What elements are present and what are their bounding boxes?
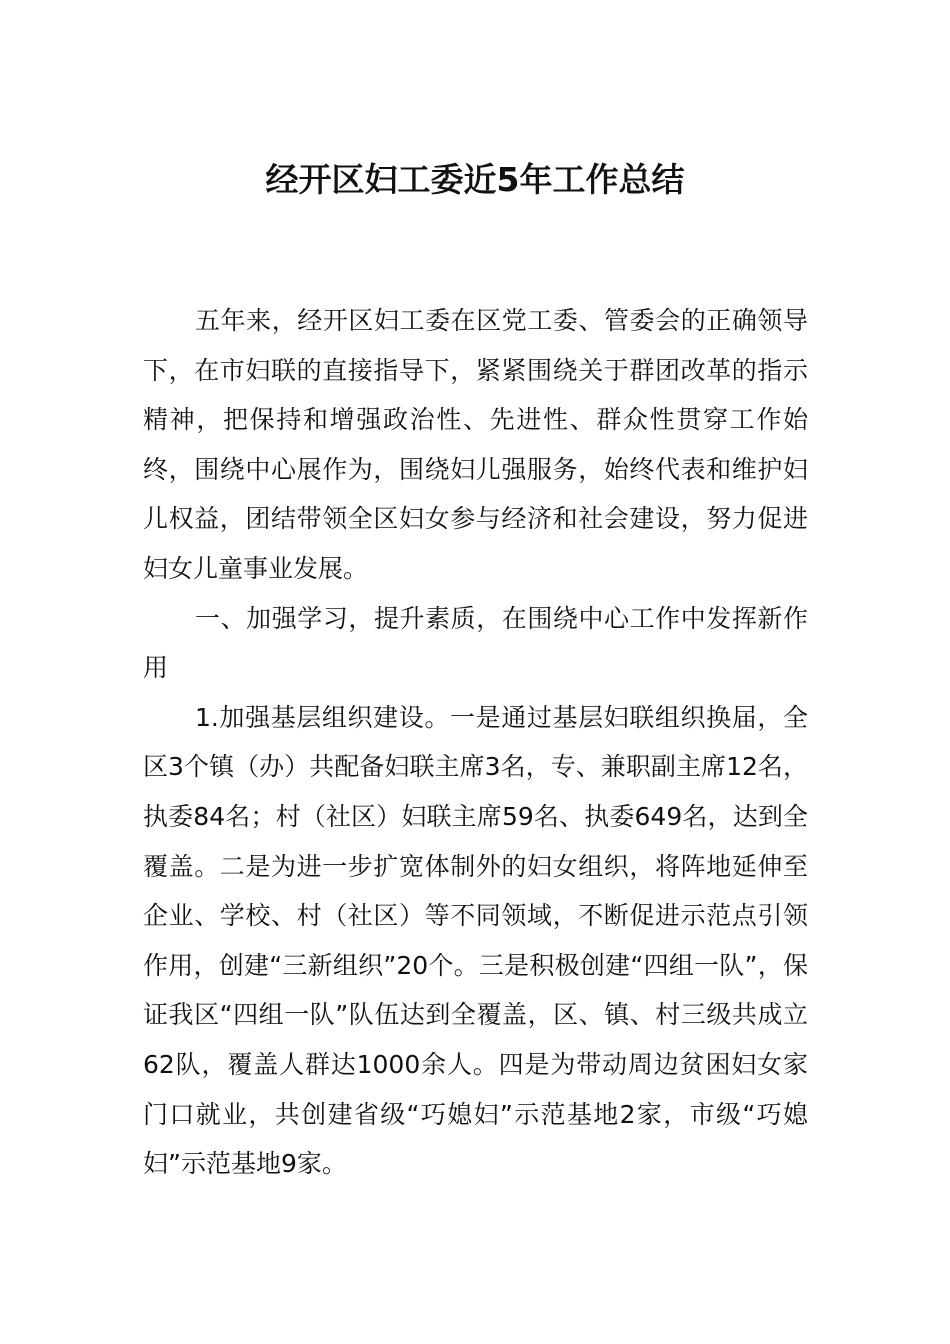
document-title: 经开区妇工委近5年工作总结: [265, 160, 685, 199]
section-heading-1: 一、加强学习，提升素质，在围绕中心工作中发挥新作用: [143, 603, 808, 683]
paragraph-org-building: 1.加强基层组织建设。一是通过基层妇联组织换届，全区3个镇（办）共配备妇联主席3名，专、兼职副主席12名，执委84名；村（社区）妇联主席59名、执委649名，达到全覆盖。二是为进一步扩宽体制外的妇女组织，将阵地延伸至企业、学校、村（社区）等不同领域，不断促进示范点引领作用，创建“三新组织”20个。三是积极创建“四组一队”，保证我区“四组一队”队伍达到全覆盖，区、镇、村三级共成立62队，覆盖人群达1000余人。四是为带动周边贫困妇女家门口就业，共创建省级“巧媳妇”示范基地2家，市级“巧媳妇”示范基地9家。: [143, 702, 808, 1179]
paragraph-intro: 五年来，经开区妇工委在区党工委、管委会的正确领导下，在市妇联的直接指导下，紧紧围绕关于群团改革的指示精神，把保持和增强政治性、先进性、群众性贯穿工作始终，围绕中心展作为，围绕妇儿强服务，始终代表和维护妇儿权益，团结带领全区妇女参与经济和社会建设，努力促进妇女儿童事业发展。: [143, 306, 808, 583]
document-body: [143, 296, 808, 1189]
